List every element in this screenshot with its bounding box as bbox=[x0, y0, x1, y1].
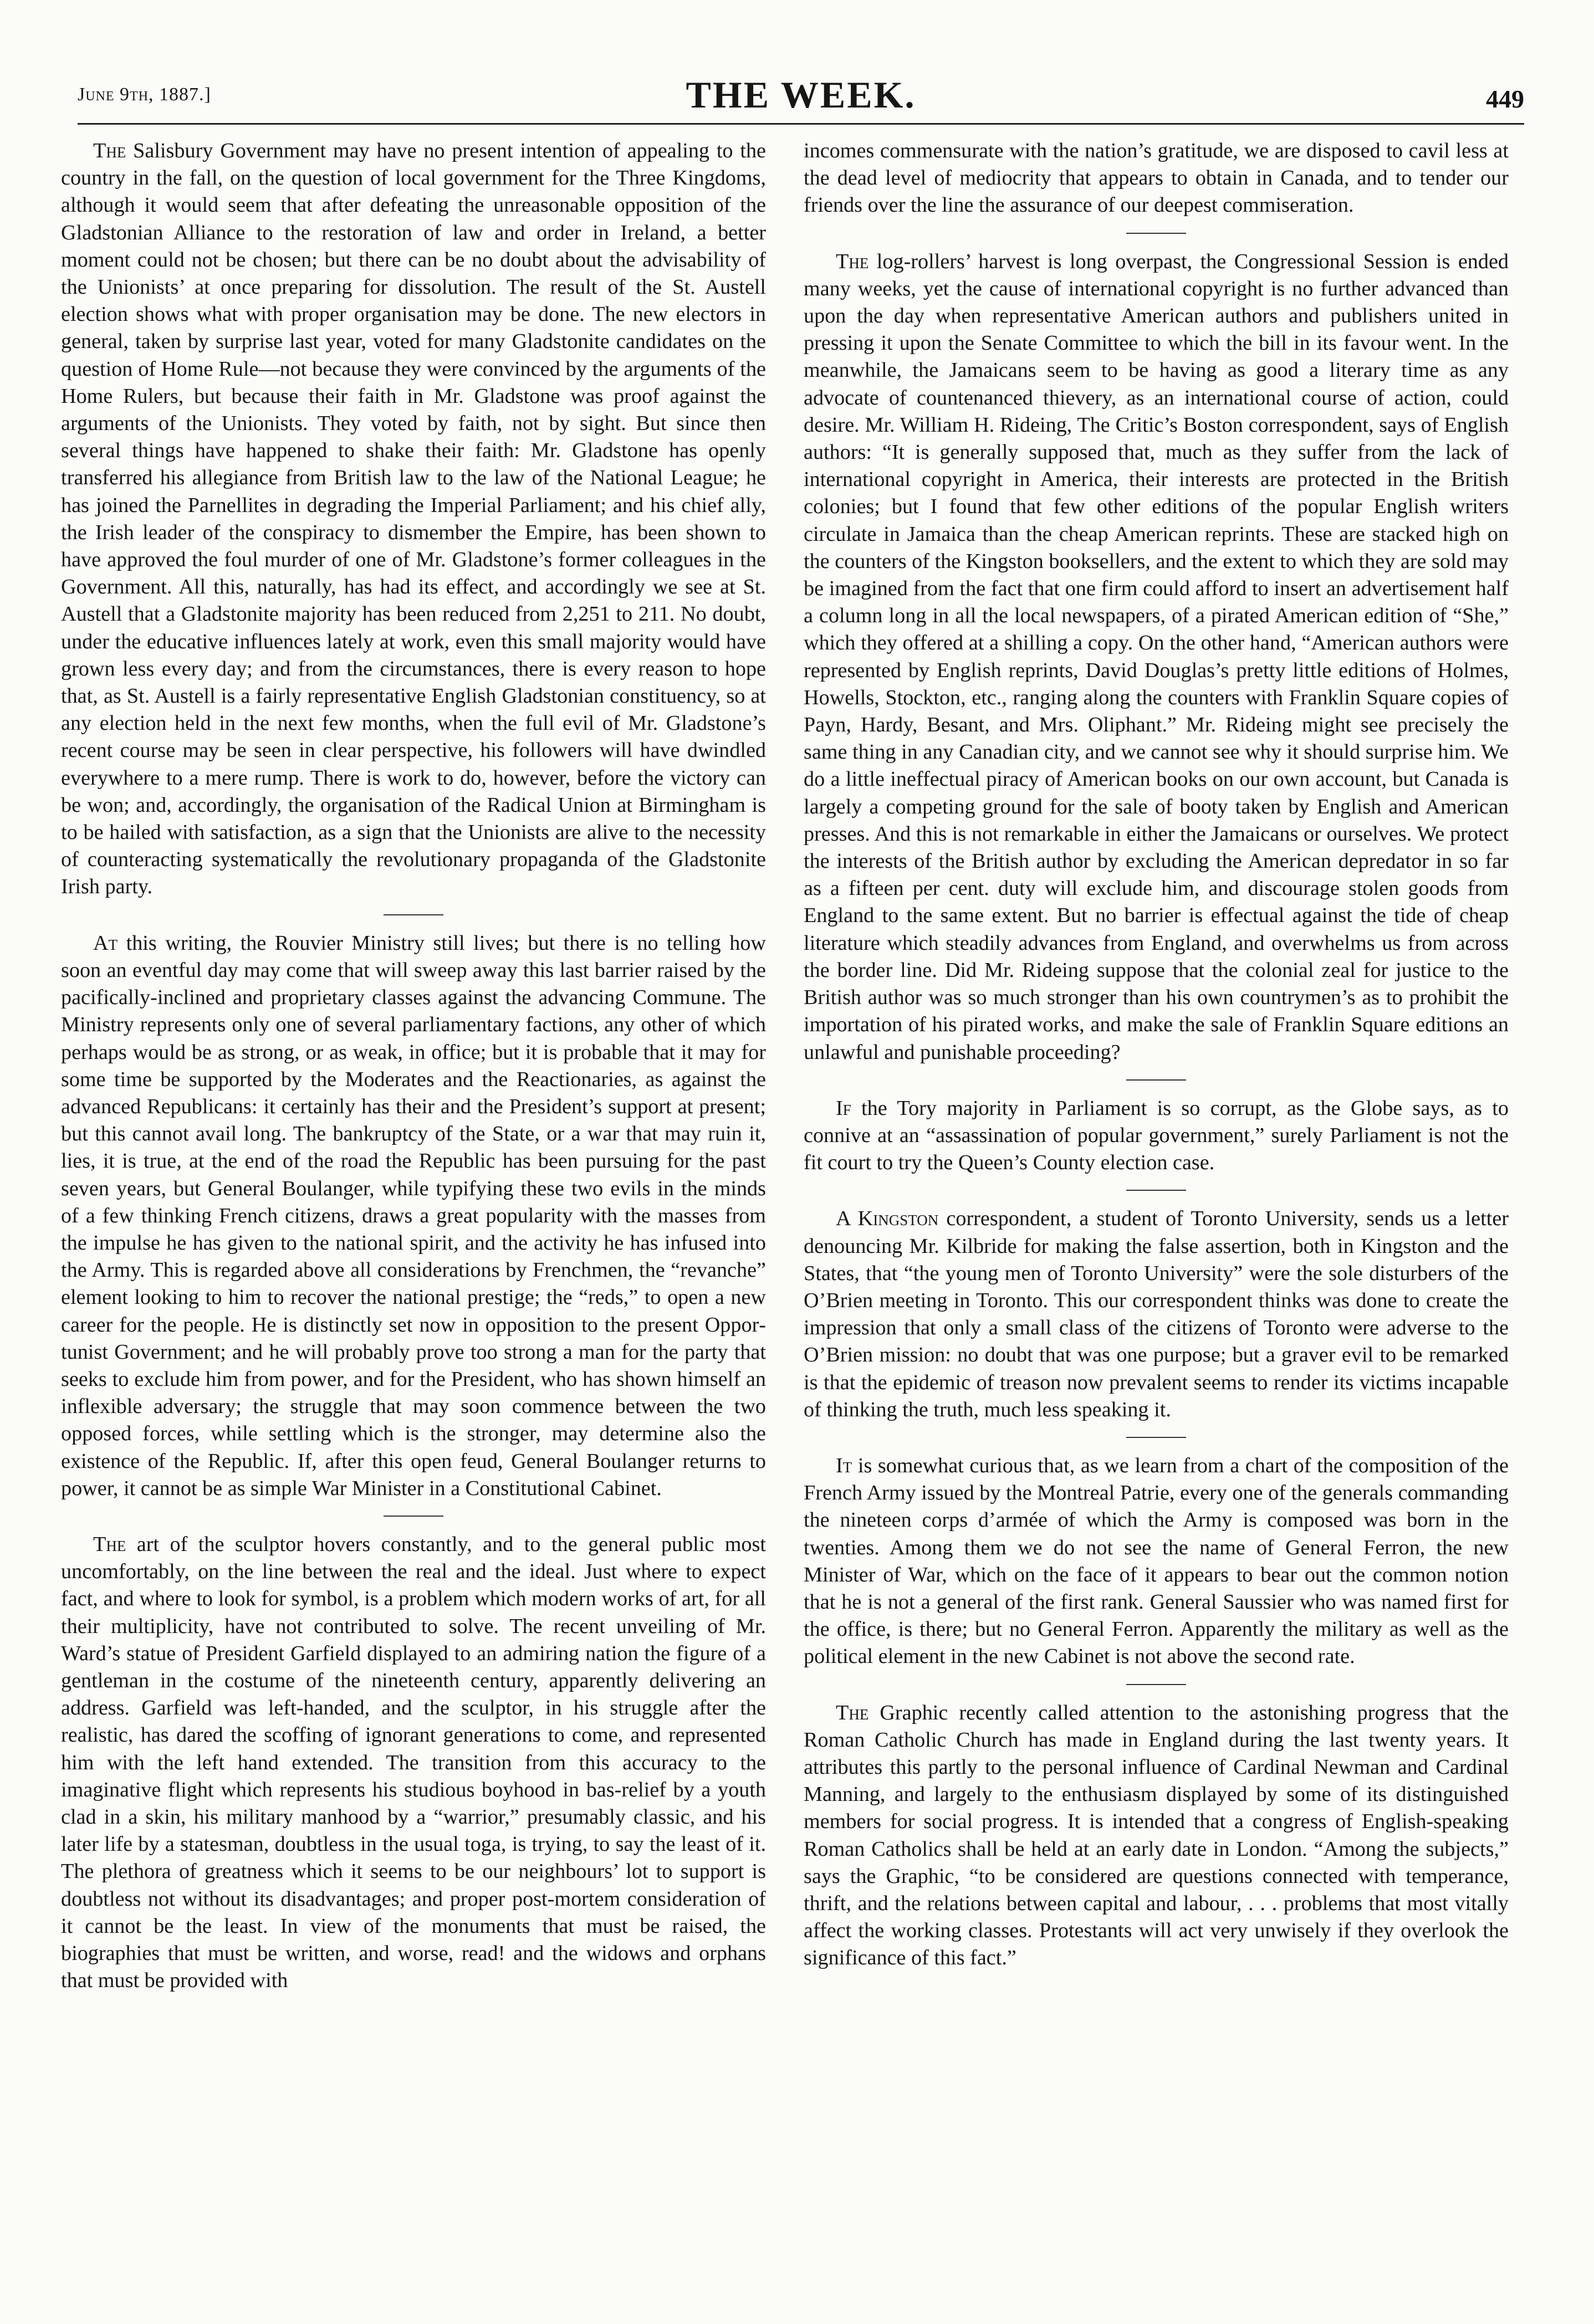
paragraph-text: art of the sculptor hovers constantly, and to the general public most uncomfortably, on the line between the real and the ideal. Just where to expect fact, and where to look for symbol, is a problem which modern works of art, for all their multiplicity, have not contributed to solve. The recent unveiling of Mr. Ward’s statue of President Garfield displayed to an admiring nation the figure of a gentleman in the costume of the nineteenth century, apparently delivering an address. Garfield was left-handed, and the sculptor, in his struggle after the realistic, has dared the scoffing of ignorant generations to come, and represented him with the left hand extended. The transition from this accuracy to the imaginative flight which represents his studious boyhood in bas-relief by a youth clad in a skin, his military manhood by a “warrior,” presumably classic, and his later life by a statesman, doubtless in the usual toga, is trying, to say the least of it. The plethora of greatness which it seems to be our neighbours’ lot to support is doubtless not without its disadvantages; and proper post-mortem consideration of it cannot be the least. In view of the monuments that must be raised, the biographies that must be written, and worse, read! and the widows and orphans that must be provided with bbox=[61, 1532, 766, 1993]
left-column bbox=[61, 137, 766, 1994]
paragraph-text: correspondent, a student of Toronto University, sends us a letter denouncing Mr. Kilbride for making the false assertion, both in Kingston and the States, that “the young men of Toronto University” were the sole disturbers of the O’Brien meeting in Toronto. This our correspondent thinks was done to create the impression that only a small class of the citizens of Toronto were adverse to the O’Brien mission: no doubt that was one purpose; but a graver evil to be remarked is that the epidemic of treason now prevalent seems to render its victims incapable of thinking the truth, much less speaking it. bbox=[804, 1207, 1509, 1421]
article-sculptor-continued bbox=[804, 137, 1509, 219]
paragraph-text: this writing, the Rouvier Ministry still lives; but there is no telling how soon an eventful day may come that will sweep away this last barrier raised by the pacifically-inclined and proprietary classes against the advancing Commune. The Ministry represents only one of several parliamentary factions, any other of which perhaps would be as strong, or as weak, in office; but it is probable that it may for some time be supported by the Moderates and the Reactionaries, as against the advanced Republicans: it certainly has their and the President’s support at present; but this cannot avail long. The bankruptcy of the State, or a war that may ruin it, lies, it is true, at the end of the road the Republic has been pursuing for the past seven years, but General Boulanger, while typifying these two evils in the minds of a few thinking French citizens, draws a great popularity with the masses from the impulse he has given to the national spirit, and the activity he has infused into the Army. This is regarded above all considerations by Frenchmen, the “revanche” element looking to him to recover the national prestige; the “reds,” to open a new career for the people. He is distinctly set now in opposition to the present Opportunist Government; and he will probably prove too strong a man for the party that seeks to exclude him from power, and for the President, who has shown himself an inflexible adversary; the struggle that may soon commence between the two opposed forces, while settling which is the stronger, may determine also the existence of the Republic. If, after this open feud, General Boulanger returns to power, it cannot be as simple War Minister in a Constitutional Cabinet. bbox=[61, 931, 766, 1500]
paragraph-lead: The bbox=[93, 139, 126, 162]
paragraph-lead: The bbox=[836, 1701, 869, 1724]
article-graphic bbox=[804, 1700, 1509, 1972]
paragraph-lead: A Kingston bbox=[836, 1207, 939, 1231]
article-rouvier bbox=[61, 930, 766, 1502]
article-separator bbox=[1126, 1437, 1186, 1438]
paragraph-text: Graphic recently called attention to the astonishing progress that the Roman Catholic Church has made in England during the last twenty years. It attributes this partly to the personal influence of Cardinal Newman and Cardinal Manning, and largely to the enthusiasm displayed by some of its distinguished members for social progress. It is intended that a congress of English-speaking Roman Catholics shall be held at an early date in London. “Among the subjects,” says the Graphic, “to be considered are questions connected with temperance, thrift, and the relations between capital and labour, . . . problems that most vitally affect the working classes. Protestants will act very unwisely if they overlook the significance of this fact.” bbox=[804, 1701, 1509, 1970]
article-kingston bbox=[804, 1205, 1509, 1424]
paragraph-text: Salisbury Government may have no present intention of appealing to the country in the fall, on the question of local government for the Three Kingdoms, although it would seem that after defeating the unreasonable opposition of the Gladstonian Alliance to the restoration of law and order in Ireland, a better moment could not be chosen; but there can be no doubt about the advisability of the Unionists’ at once preparing for dissolution. The result of the St. Austell election shows what with proper organisation may be done. The new electors in general, taken by surprise last year, voted for many Gladstonite candidates on the question of Home Rule—not because they were convinced by the arguments of the Home Rulers, but because their faith in Mr. Gladstone was proof against the arguments of the Unionists. They voted by faith, not by sight. But since then several things have happened to shake their faith: Mr. Gladstone has openly transferred his allegiance from British law to the law of the National League; he has joined the Parnellites in degrading the Imperial Parliament; and his chief ally, the Irish leader of the conspiracy to dismember the Empire, has been shown to have approved the foul murder of one of Mr. Gladstone’s former colleagues in the Government. All this, naturally, has had its effect, and accordingly we see at St. Austell that a Gladstonite majority has been reduced from 2,251 to 211. No doubt, under the educative influences lately at work, even this small majority would have grown less every day; and from the circumstances, there is every reason to hope that, as St. Austell is a fairly representative English Gladstonian constituency, so at any election held in the next few months, when the full evil of Mr. Gladstone’s recent course may be seen in clear perspective, his followers will have dwindled everywhere to a mere rump. There is work to do, however, before the victory can be won; and, accordingly, the organisation of the Radical Union at Birmingham is to be hailed with satisfaction, as a sign that the Unionists are alive to the necessity of counteracting systematically the revolutionary propaganda of the Gladstonite Irish party. bbox=[61, 139, 766, 899]
article-sculptor bbox=[61, 1531, 766, 1994]
issue-date: June 9th, 1887.] bbox=[78, 84, 211, 105]
article-separator bbox=[1126, 1190, 1186, 1191]
article-tory-majority bbox=[804, 1095, 1509, 1177]
newspaper-title: THE WEEK. bbox=[686, 74, 916, 116]
paragraph-lead: The bbox=[93, 1532, 126, 1556]
page-header bbox=[78, 73, 1524, 117]
article-copyright bbox=[804, 248, 1509, 1066]
article-separator bbox=[1126, 1079, 1186, 1081]
paragraph-lead: If bbox=[836, 1096, 851, 1120]
right-column bbox=[804, 137, 1509, 1972]
page-number: 449 bbox=[1486, 85, 1524, 113]
paragraph-text: the Tory majority in Parliament is so corrupt, as the Globe says, as to connive at an “assassination of popular government,” surely Parliament is not the fit court to try the Queen’s County election case. bbox=[804, 1096, 1509, 1175]
paragraph-text: is somewhat curious that, as we learn from a chart of the composition of the French Army issued by the Montreal Patrie, every one of the generals commanding the nineteen corps d’armée of which the Army is composed was born in the twenties. Among them we do not see the name of General Ferron, the new Minister of War, which on the face of it appears to bear out the common notion that he is not a general of the first rank. General Saussier who was named first for the office, is there; but no General Ferron. Apparently the military as well as the political element in the new Cabinet is not above the second rate. bbox=[804, 1453, 1509, 1668]
article-salisbury bbox=[61, 137, 766, 901]
paragraph-lead: At bbox=[93, 931, 118, 955]
article-separator bbox=[1126, 1684, 1186, 1685]
article-french-army bbox=[804, 1452, 1509, 1671]
paragraph-text: incomes commensurate with the nation’s gratitude, we are disposed to cavil less at the dead level of mediocrity that appears to obtain in Canada, and to tender our friends over the line the assurance of our deepest commiseration. bbox=[804, 139, 1509, 217]
paragraph-text: log-rollers’ harvest is long overpast, the Congressional Session is ended many weeks, yet the cause of international copyright is no further advanced than upon the day when representative American authors and publishers united in pressing it upon the Senate Committee to which the bill in its favour went. In the meanwhile, the Jamaicans seem to be having as good a literary time as any advocate of countenanced thievery, as an international course of action, could desire. Mr. William H. Rideing, The Critic’s Boston correspondent, says of English authors: “It is generally supposed that, much as they suffer from the lack of international copyright in America, their interests are protected in the British colonies; but I found that few other editions of the popular English writers circulate in Jamaica than the cheap American reprints. These are stacked high on the counters of the Kingston booksellers, and the extent to which they are sold may be imagined from the fact that one firm could afford to insert an advertisement half a column long in all the local newspapers, of a pirated American edition of “She,” which they offered at a shilling a copy. On the other hand, “American authors were represented by English reprints, David Douglas’s pretty little editions of Holmes, Howells, Stockton, etc., ranging along the counters with Franklin Square copies of Payn, Hardy, Besant, and Mrs. Oliphant.” Mr. Rideing might see precisely the same thing in any Canadian city, and we cannot see why it should surprise him. We do a little ineffectual piracy of American books on our own account, but Canada is largely a competing ground for the sale of booty taken by English and American presses. And this is not remarkable in either the Jamaicans or ourselves. We protect the interests of the British author by excluding the American depredator in so far as a fifteen per cent. duty will exclude him, and discourage stolen goods from England to the same extent. But no barrier is effectual against the tide of cheap literature which steadily advances from England, and overwhelms us from across the border line. Did Mr. Rideing suppose that the colonial zeal for justice to the British author was so much stronger than his own countrymen’s as to prohibit the importation of his pirated works, and make the sale of Franklin Square editions an unlawful and punishable proceeding? bbox=[804, 249, 1509, 1064]
article-separator bbox=[1126, 233, 1186, 234]
article-separator bbox=[384, 914, 443, 915]
paragraph-lead: It bbox=[836, 1453, 852, 1477]
article-separator bbox=[384, 1516, 443, 1517]
header-rule bbox=[78, 123, 1524, 125]
paragraph-lead: The bbox=[836, 249, 869, 273]
